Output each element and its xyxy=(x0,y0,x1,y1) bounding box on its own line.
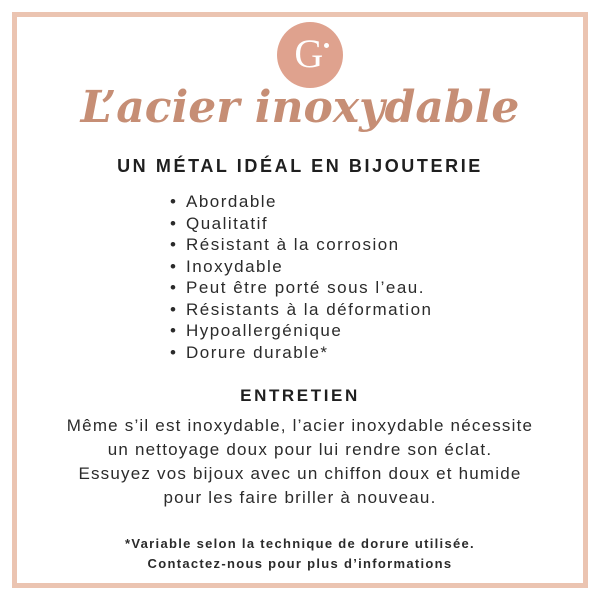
footnote-line: Contactez-nous pour plus d’informations xyxy=(147,556,453,571)
list-item: • Hypoallergénique xyxy=(170,320,433,342)
brand-monogram-dot-icon xyxy=(324,43,329,48)
list-item: • Qualitatif xyxy=(170,213,433,235)
list-item: • Inoxydable xyxy=(170,256,433,278)
brand-monogram: G xyxy=(294,31,324,77)
benefits-list xyxy=(170,191,433,363)
care-body-line: un nettoyage doux pour lui rendre son éclat. xyxy=(107,440,493,459)
page-subtitle: UN MÉTAL IDÉAL EN BIJOUTERIE xyxy=(117,156,483,176)
list-item: • Dorure durable* xyxy=(170,342,433,364)
page-title: L’acier inoxydable xyxy=(80,82,520,133)
list-item: • Peut être porté sous l’eau. xyxy=(170,277,433,299)
footnote xyxy=(0,534,600,574)
care-section-body xyxy=(25,414,575,510)
list-item: • Abordable xyxy=(170,191,433,213)
brand-logo-circle xyxy=(277,22,343,88)
care-section-heading: ENTRETIEN xyxy=(240,386,360,405)
care-body-line: Essuyez vos bijoux avec un chiffon doux et humide xyxy=(78,464,522,483)
footnote-line: *Variable selon la technique de dorure utilisée. xyxy=(125,536,475,551)
care-body-line: pour les faire briller à nouveau. xyxy=(163,488,437,507)
list-item: • Résistants à la déformation xyxy=(170,299,433,321)
care-body-line: Même s’il est inoxydable, l’acier inoxydable nécessite xyxy=(66,416,534,435)
list-item: • Résistant à la corrosion xyxy=(170,234,433,256)
